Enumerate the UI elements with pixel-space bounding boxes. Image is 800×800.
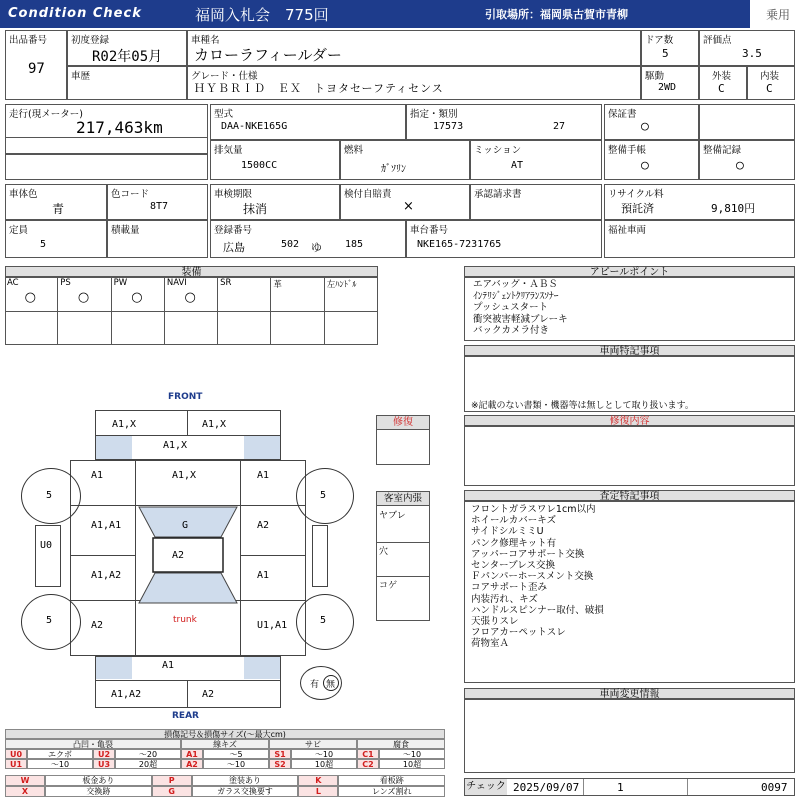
equipment-label: AC xyxy=(7,278,19,288)
equipment-label: 革 xyxy=(273,280,282,290)
appeal-line: プッシュスタート xyxy=(473,302,549,313)
part-fender-left: A1 xyxy=(91,470,104,481)
displacement: 1500CC xyxy=(241,160,278,171)
part-bumper-rl: A1,A2 xyxy=(111,689,142,700)
warranty-label: 保証書 xyxy=(608,109,637,120)
appeal-box xyxy=(464,277,795,341)
appeal-line: エアバッグ・ＡＢＳ xyxy=(473,279,558,290)
capacity-label: 定員 xyxy=(9,225,29,236)
rear-bumper-right-shade xyxy=(244,657,280,679)
inspection-cell xyxy=(210,184,340,220)
first-reg-label: 初度登録 xyxy=(71,35,110,46)
tire-rear-left-value: 5 xyxy=(46,615,53,626)
designation-label: 指定・類別 xyxy=(410,109,458,120)
mission-cell xyxy=(470,140,602,180)
grade: ＨＹＢＲＩＤ ＥＸ トヨタセーフティセンス xyxy=(194,82,444,95)
score-label: 評価点 xyxy=(703,35,732,46)
part-bumper-rr: A2 xyxy=(202,689,215,700)
inspection-note-line: ホイールカバーキズ xyxy=(471,515,557,527)
part-door-fr: A2 xyxy=(257,520,270,531)
legend-text: 〜10 xyxy=(291,749,357,759)
part-bumper-fr: A1,X xyxy=(202,419,227,430)
doors-label: ドア数 xyxy=(645,35,674,46)
fuel-label: 燃料 xyxy=(344,145,364,156)
score: 3.5 xyxy=(742,47,762,60)
legend-text: 10超 xyxy=(379,759,445,769)
legend-text: 板金あり xyxy=(45,775,152,786)
inspection-note-line: 荷物室Ａ xyxy=(471,638,510,650)
inspection-note-line: Ｆパンパーホースメント交換 xyxy=(471,571,594,583)
color-label: 車体色 xyxy=(9,189,38,200)
trunk-label: trunk xyxy=(173,615,197,625)
request-cell xyxy=(470,184,602,220)
check-date: 2025/09/07 xyxy=(513,781,580,794)
exterior-grade-cell xyxy=(699,66,747,100)
part-bonnet: A1,X xyxy=(172,470,197,481)
auto-tax-cell xyxy=(340,184,470,220)
history-cell xyxy=(67,66,187,100)
chassis-cell xyxy=(406,220,602,258)
first-reg-cell xyxy=(67,30,187,66)
equipment-value: ○ xyxy=(77,290,90,305)
drive-label: 駆動 xyxy=(645,71,665,82)
inspection-label: 車検期限 xyxy=(214,189,253,200)
inspection-note-line: サイドシルミミU xyxy=(471,526,544,538)
check-footer xyxy=(464,778,795,796)
appeal-header: アピールポイント xyxy=(464,266,795,277)
inspection: 抹消 xyxy=(243,202,268,216)
manual-cell xyxy=(604,140,699,180)
part-door-fl: A1,A1 xyxy=(91,520,122,531)
front-bumper-mid xyxy=(187,410,188,435)
tire-front-left-value: 5 xyxy=(46,490,53,501)
reg-class: 502 xyxy=(281,239,300,250)
legend-text: 〜10 xyxy=(379,749,445,759)
manual: ○ xyxy=(641,158,649,173)
capacity-cell xyxy=(5,220,107,258)
equipment-label: PW xyxy=(113,278,128,288)
legend-text: 看板跡 xyxy=(338,775,445,786)
interior-grade: C xyxy=(766,82,773,95)
interior-label: 客室内張 xyxy=(377,492,429,506)
legend-code: U2 xyxy=(93,749,115,759)
car-name-cell xyxy=(187,30,641,66)
equipment-header: 装備 xyxy=(5,266,378,277)
car-name: カローラフィールダー xyxy=(194,46,342,64)
recycle-status: 預託済 xyxy=(621,202,654,215)
color: 青 xyxy=(52,202,65,216)
car-name-label: 車種名 xyxy=(191,35,220,46)
legend-group-header: 腐食 xyxy=(357,739,445,749)
inspection-note-line: ハンドルスピンナー取付、破損 xyxy=(471,604,604,616)
equipment-label: 左ﾊﾝﾄﾞﾙ xyxy=(326,280,357,290)
inspection-note-line: コアサポート歪み xyxy=(471,582,548,594)
auto-tax-label: 検付自賠責 xyxy=(344,189,392,200)
lot-number-label: 出品番号 xyxy=(9,35,48,46)
appeal-line: バックカメラ付き xyxy=(473,325,550,336)
model-cell xyxy=(210,104,406,140)
tire-front-right-value: 5 xyxy=(320,490,327,501)
legend-code: P xyxy=(152,775,192,786)
welfare-cell xyxy=(604,220,795,258)
history-label: 車歴 xyxy=(71,71,91,82)
check-label: チェック xyxy=(465,779,507,795)
reg-kana: ゆ xyxy=(311,241,322,254)
reg-area: 広島 xyxy=(223,241,245,254)
part-door-rr: A1 xyxy=(257,570,270,581)
mileage-label: 走行(現メーター) xyxy=(9,109,83,120)
color-code-label: 色コード xyxy=(111,189,150,200)
front-bumper-right-shade xyxy=(244,436,280,459)
legend-code: U1 xyxy=(5,759,27,769)
grade-label: グレード・仕様 xyxy=(191,71,258,82)
check-num: 1 xyxy=(617,781,624,794)
part-door-rl: A1,A2 xyxy=(91,570,122,581)
ana-label: 穴 xyxy=(379,547,389,557)
inspection-notes-header: 査定特記事項 xyxy=(464,490,795,501)
body-row-2 xyxy=(70,555,136,556)
legend-group-header: 凸凹・亀裂 xyxy=(5,739,181,749)
inspection-note-line: フロアカーペットスレ xyxy=(471,627,566,639)
part-bumper-front: A1,X xyxy=(163,440,188,451)
legend-text: レンズ割れ xyxy=(338,786,445,797)
legend-code: U0 xyxy=(5,749,27,759)
displacement-label: 排気量 xyxy=(214,145,243,156)
warranty: ○ xyxy=(641,119,649,134)
repair-box xyxy=(376,415,430,465)
inspection-note-line: センターブレス交換 xyxy=(471,560,555,572)
exterior-grade: C xyxy=(718,82,725,95)
equipment-value: ○ xyxy=(131,290,143,305)
legend-code: L xyxy=(298,786,338,797)
blank-cell-a xyxy=(699,104,795,140)
auto-tax: × xyxy=(403,199,414,214)
pickup-location: 引取場所：福岡県古賀市青柳 xyxy=(485,8,628,21)
chassis-label: 車台番号 xyxy=(410,225,449,236)
legend-code: S2 xyxy=(269,759,291,769)
part-windshield: G xyxy=(182,520,189,531)
designation-cell xyxy=(406,104,602,140)
legend-code: A1 xyxy=(181,749,203,759)
inspection-note-line: フロントガラスワレ1cm以内 xyxy=(471,504,596,515)
inspection-note-line: 内装汚れ、キズ xyxy=(471,593,538,605)
equipment-value: ○ xyxy=(24,290,36,305)
equipment-label: PS xyxy=(60,278,71,288)
appeal-lines xyxy=(473,279,568,337)
fuel-cell xyxy=(340,140,470,180)
part-trunk-lid: A1 xyxy=(162,660,175,671)
record-label: 整備記録 xyxy=(703,145,742,156)
auction-title: 福岡入札会 775回 xyxy=(195,6,329,24)
manual-label: 整備手帳 xyxy=(608,145,647,156)
special-note: ※記載のない書類・機器等は無しとして取り扱います。 xyxy=(471,401,694,411)
part-side-left: U0 xyxy=(40,540,53,551)
repair-history-header: 修復内容 xyxy=(464,415,795,426)
rear-bumper-mid xyxy=(187,681,188,708)
legend-text: 20超 xyxy=(115,759,181,769)
recycle-label: リサイクル料 xyxy=(608,189,664,200)
legend-code: U3 xyxy=(93,759,115,769)
changes-header: 車両変更情報 xyxy=(464,688,795,699)
spare-tire-label: 有 xyxy=(310,680,320,690)
tire-rear-right-value: 5 xyxy=(320,615,327,626)
legend-code: C1 xyxy=(357,749,379,759)
header-bar xyxy=(0,0,800,28)
equipment-label: SR xyxy=(220,278,232,288)
category: 27 xyxy=(553,121,566,132)
legend-text: 交換跡 xyxy=(45,786,152,797)
legend-code: K xyxy=(298,775,338,786)
mission-label: ミッション xyxy=(474,145,522,156)
designation: 17573 xyxy=(433,121,464,132)
grade-cell xyxy=(187,66,641,100)
koge-label: コゲ xyxy=(379,581,398,591)
interior-divider-b xyxy=(377,576,429,577)
legend-code: C2 xyxy=(357,759,379,769)
doors: 5 xyxy=(662,47,669,60)
legend-code: S1 xyxy=(269,749,291,759)
footer-divider-a xyxy=(583,779,584,795)
lot-number-cell xyxy=(5,30,67,100)
request-label: 承認請求書 xyxy=(474,189,522,200)
record: ○ xyxy=(736,158,744,173)
legend-text: 〜20 xyxy=(115,749,181,759)
inspection-note-line: 天張りスレ xyxy=(471,616,519,628)
legend-text: 〜10 xyxy=(203,759,269,769)
repair-history-box xyxy=(464,426,795,486)
front-bumper-divider xyxy=(95,435,281,436)
part-bumper-fl: A1,X xyxy=(112,419,137,430)
inspection-notes-lines xyxy=(471,504,604,650)
welfare-label: 福祉車両 xyxy=(608,225,647,236)
rear-bumper-left-shade xyxy=(96,657,132,679)
inspection-notes-box xyxy=(464,501,795,683)
part-quarter-left: A2 xyxy=(91,620,104,631)
model: DAA-NKE165G xyxy=(221,121,288,132)
changes-box xyxy=(464,699,795,773)
chassis: NKE165-7231765 xyxy=(417,239,502,250)
legend-code: W xyxy=(5,775,45,786)
legend xyxy=(5,729,445,797)
spare-none-label: 無 xyxy=(326,680,336,690)
yabure-label: ヤブレ xyxy=(379,511,406,521)
reg-num: 185 xyxy=(345,239,364,250)
doors-cell xyxy=(641,30,699,66)
lot-number: 97 xyxy=(28,61,45,77)
body-row-2r xyxy=(240,555,306,556)
right-sill-box xyxy=(312,525,328,587)
inspection-note-line: パンク修理キット有 xyxy=(471,537,557,549)
part-fender-right: A1 xyxy=(257,470,270,481)
legend-code: X xyxy=(5,786,45,797)
blank-cell-b xyxy=(5,154,208,180)
legend-text: 〜5 xyxy=(203,749,269,759)
equipment-label: NAVI xyxy=(166,278,187,288)
load-cell xyxy=(107,220,208,258)
interior-box xyxy=(376,491,430,621)
legend-text: 塗装あり xyxy=(192,775,299,786)
interior-divider-a xyxy=(377,542,429,543)
interior-label: 内装 xyxy=(760,71,780,82)
special-box xyxy=(464,356,795,412)
drive: 2WD xyxy=(658,82,677,93)
check-code: 0097 xyxy=(761,781,788,794)
drive-cell xyxy=(641,66,699,100)
recycle-cell xyxy=(604,184,795,220)
rear-bumper-divider xyxy=(95,680,281,681)
part-roof: A2 xyxy=(172,550,185,561)
vehicle-class-badge xyxy=(748,0,800,28)
legend-text: エクボ xyxy=(27,749,93,759)
color-cell xyxy=(5,184,107,220)
exterior-label: 外装 xyxy=(712,71,732,82)
appeal-line: 衝突被害軽減ブレーキ xyxy=(473,313,568,325)
legend-group-header: サビ xyxy=(269,739,357,749)
load-label: 積載量 xyxy=(111,225,140,236)
legend-code: G xyxy=(152,786,192,797)
part-quarter-right: U1,A1 xyxy=(257,620,288,631)
mileage-divider xyxy=(6,137,207,138)
brand-title: Condition Check xyxy=(8,6,142,21)
capacity: 5 xyxy=(40,239,47,250)
color-code-cell xyxy=(107,184,208,220)
fuel: ｶﾞｿﾘﾝ xyxy=(381,164,406,175)
rear-label: REAR xyxy=(172,711,199,721)
legend-text: 10超 xyxy=(291,759,357,769)
reg-number-cell xyxy=(210,220,406,258)
warranty-cell xyxy=(604,104,699,140)
recycle-fee: 9,810円 xyxy=(711,202,756,215)
legend-title: 損傷記号＆損傷サイズ(〜最大cm) xyxy=(5,729,445,739)
displacement-cell xyxy=(210,140,340,180)
mileage-cell xyxy=(5,104,208,154)
repair-label: 修復 xyxy=(377,416,429,430)
first-reg: R02年05月 xyxy=(92,49,163,65)
interior-grade-cell xyxy=(747,66,795,100)
vehicle-class-label: 乗用 xyxy=(766,8,791,22)
equipment-row-divider xyxy=(5,311,378,312)
record-cell xyxy=(699,140,795,180)
inspection-note-line: アッパーコアサポート交換 xyxy=(471,548,585,560)
footer-divider-b xyxy=(687,779,688,795)
legend-text: 〜10 xyxy=(27,759,93,769)
appeal-line: ｲﾝﾃﾘｼﾞｪﾝﾄｸﾘｱﾗﾝｽｿﾅｰ xyxy=(473,290,559,302)
mission: AT xyxy=(511,160,524,171)
legend-code: A2 xyxy=(181,759,203,769)
front-label: FRONT xyxy=(168,392,203,402)
score-cell xyxy=(699,30,795,66)
front-bumper-left-shade xyxy=(96,436,132,459)
legend-text: ガラス交換要す xyxy=(192,786,299,797)
model-label: 型式 xyxy=(214,109,234,120)
reg-number-label: 登録番号 xyxy=(214,225,253,236)
legend-group-header: 線キズ xyxy=(181,739,269,749)
mileage: 217,463km xyxy=(76,118,163,137)
color-code: 8T7 xyxy=(150,201,169,212)
left-sill-box xyxy=(35,525,61,587)
special-header: 車両特記事項 xyxy=(464,345,795,356)
equipment-value: ○ xyxy=(184,290,196,305)
